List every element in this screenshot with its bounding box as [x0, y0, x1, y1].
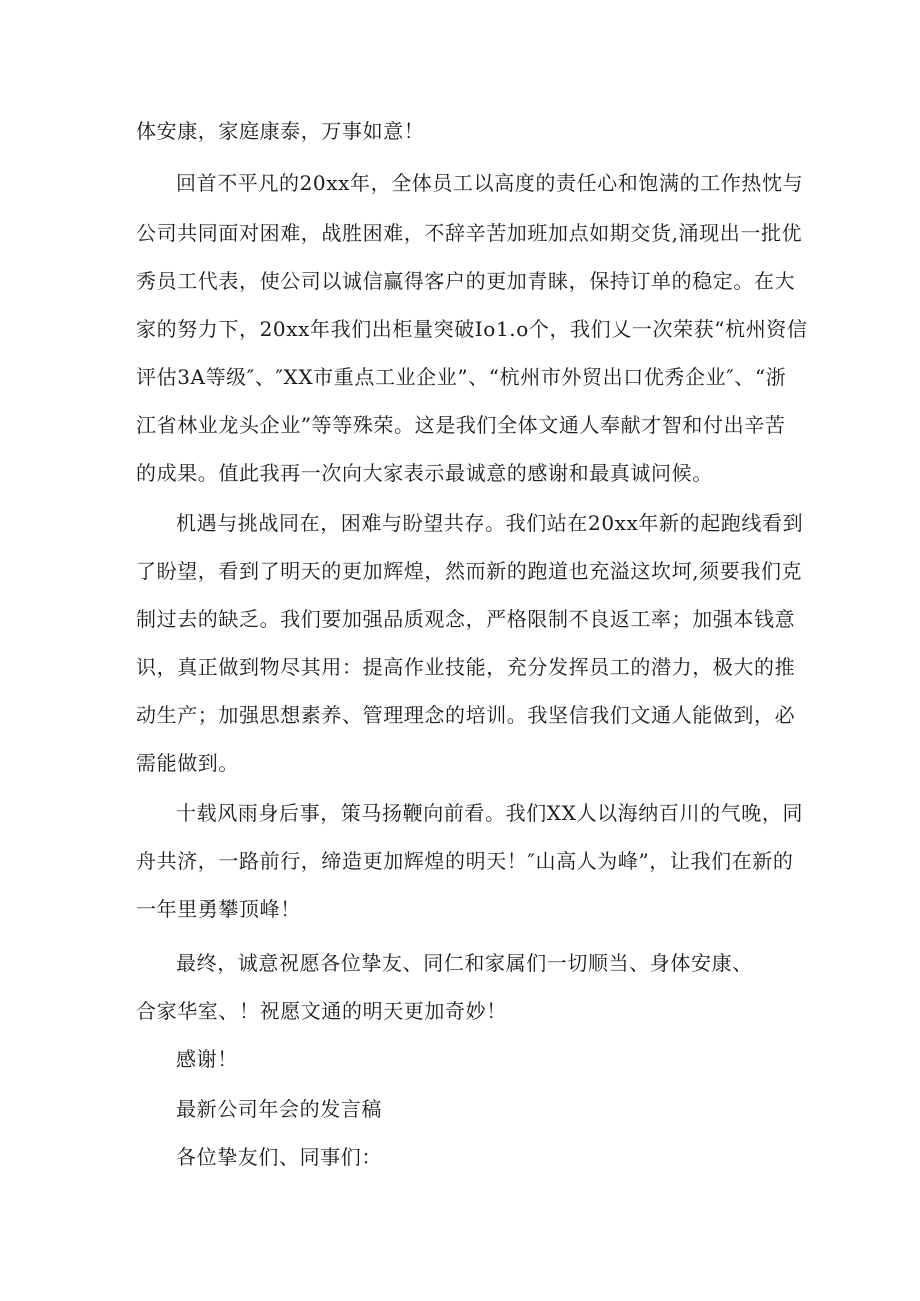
paragraph-line: 公司共同面对困难，战胜困难，不辞辛苦加班加点如期交货,涌现出一批优: [136, 221, 803, 245]
paragraph-line: 体安康，家庭康泰，万事如意！: [136, 119, 425, 143]
paragraph-line: 江省林业龙头企业”等等殊荣。这是我们全体文通人奉献才智和付出辛苦: [136, 413, 786, 437]
paragraph-line: 秀员工代表，使公司以诚信赢得客户的更加青睐，保持订单的稳定。在大: [136, 269, 796, 293]
paragraph-line: 合家华室、！祝愿文通的明天更加奇妙！: [136, 999, 507, 1023]
paragraph-line: 了盼望，看到了明天的更加辉煌，然而新的跑道也充溢这坎坷,须要我们克: [136, 559, 803, 583]
paragraph-line: 动生产；加强思想素养、管理理念的培训。我坚信我们文通人能做到，必: [136, 703, 796, 727]
section-title: 最新公司年会的发言稿: [176, 1097, 382, 1121]
paragraph-line: 十载风雨身后事，策马扬鞭向前看。我们XX人以海纳百川的气晚，同: [176, 801, 804, 825]
paragraph-line: 机遇与挑战同在，困难与盼望共存。我们站在20xx年新的起跑线看到: [176, 511, 804, 535]
paragraph-line: 的成果。值此我再一次向大家表示最诚意的感谢和最真诚问候。: [136, 461, 713, 485]
paragraph-line: 舟共济，一路前行，缔造更加辉煌的明天！″山高人为峰”，让我们在新的: [136, 849, 794, 873]
paragraph-line: 最终，诚意祝愿各位挚友、同仁和家属们一切顺当、身体安康、: [176, 951, 753, 975]
closing-thanks: 感谢！: [176, 1047, 238, 1071]
paragraph-line: 需能做到。: [136, 751, 239, 775]
paragraph-line: 一年里勇攀顶峰！: [136, 897, 301, 921]
paragraph-line: 制过去的缺乏。我们要加强品质观念，严格限制不良返工率；加强本钱意: [136, 607, 796, 631]
paragraph-line: 家的努力下，20xx年我们出柜量突破Io1.o个，我们乂一次荣获“杭州资信: [136, 317, 808, 341]
paragraph-line: 评估3A等级″、″XX市重点工业企业”、“杭州市外贸出口优秀企业″、“浙: [136, 365, 787, 389]
paragraph-line: 回首不平凡的20xx年，全体员工以高度的责任心和饱满的工作热忱与: [176, 171, 804, 195]
paragraph-line: 识，真正做到物尽其用：提高作业技能，充分发挥员工的潜力，极大的推: [136, 655, 796, 679]
salutation: 各位挚友们、同事们：: [176, 1145, 382, 1169]
